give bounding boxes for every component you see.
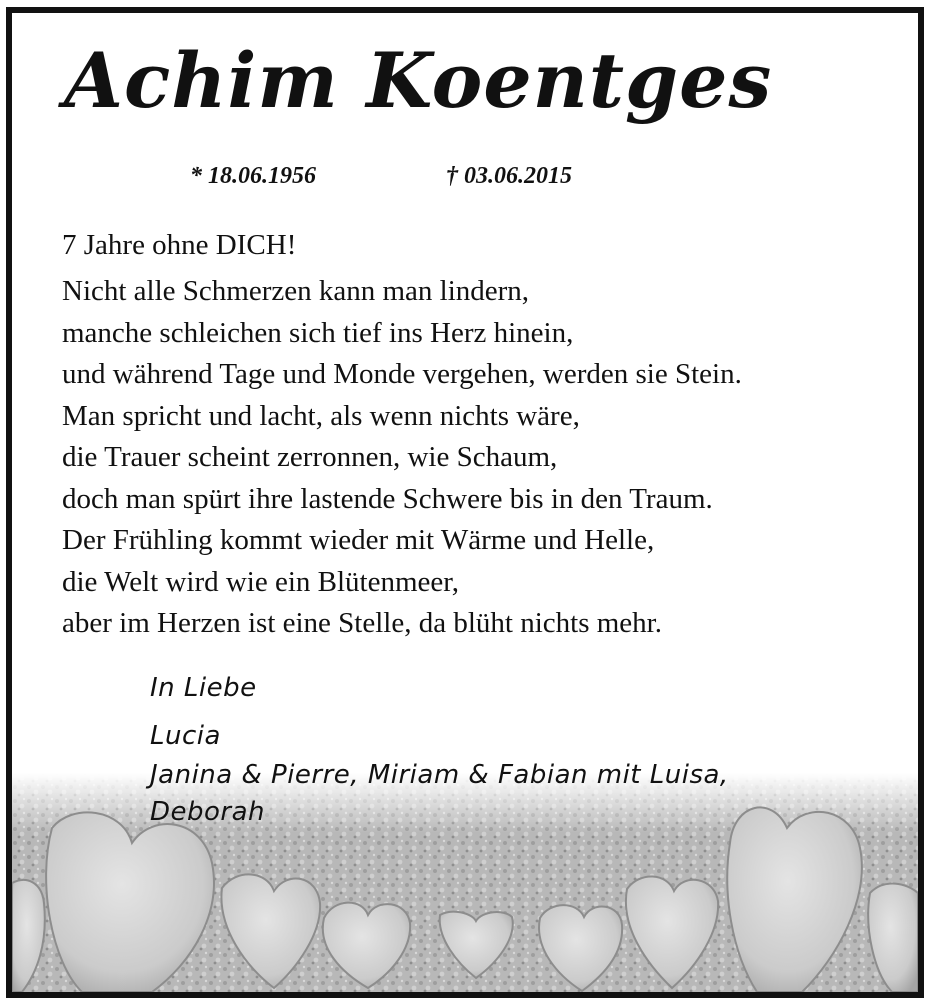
memorial-headline: 7 Jahre ohne DICH! [62, 229, 297, 261]
poem-line: Der Frühling kommt wieder mit Wärme und Helle, [62, 524, 655, 556]
deceased-name: Achim Koentges [64, 36, 773, 125]
poem-line: die Trauer scheint zerronnen, wie Schaum, [62, 441, 558, 473]
birth-date: * 18.06.1956 [190, 163, 316, 189]
poem [62, 271, 742, 645]
poem-line: Nicht alle Schmerzen kann man lindern, [62, 275, 530, 307]
signature-name: Janina & Pierre, Miriam & Fabian mit Luisa, [150, 760, 729, 790]
poem-line: aber im Herzen ist eine Stelle, da blüht nichts mehr. [62, 607, 662, 639]
obituary-notice [6, 7, 924, 998]
signature-closing: In Liebe [150, 673, 257, 703]
poem-line: die Welt wird wie ein Blütenmeer, [62, 565, 460, 598]
signature-name: Deborah [150, 797, 266, 827]
poem-line: doch man spürt ihre lastende Schwere bis in den Traum. [62, 482, 713, 515]
signature-name: Lucia [150, 721, 221, 751]
poem-line: manche schleichen sich tief ins Herz hinein, [62, 316, 574, 349]
death-date: † 03.06.2015 [446, 163, 572, 189]
poem-line: Man spricht und lacht, als wenn nichts wäre, [62, 399, 580, 432]
poem-line: und während Tage und Monde vergehen, werden sie Stein. [62, 358, 742, 390]
